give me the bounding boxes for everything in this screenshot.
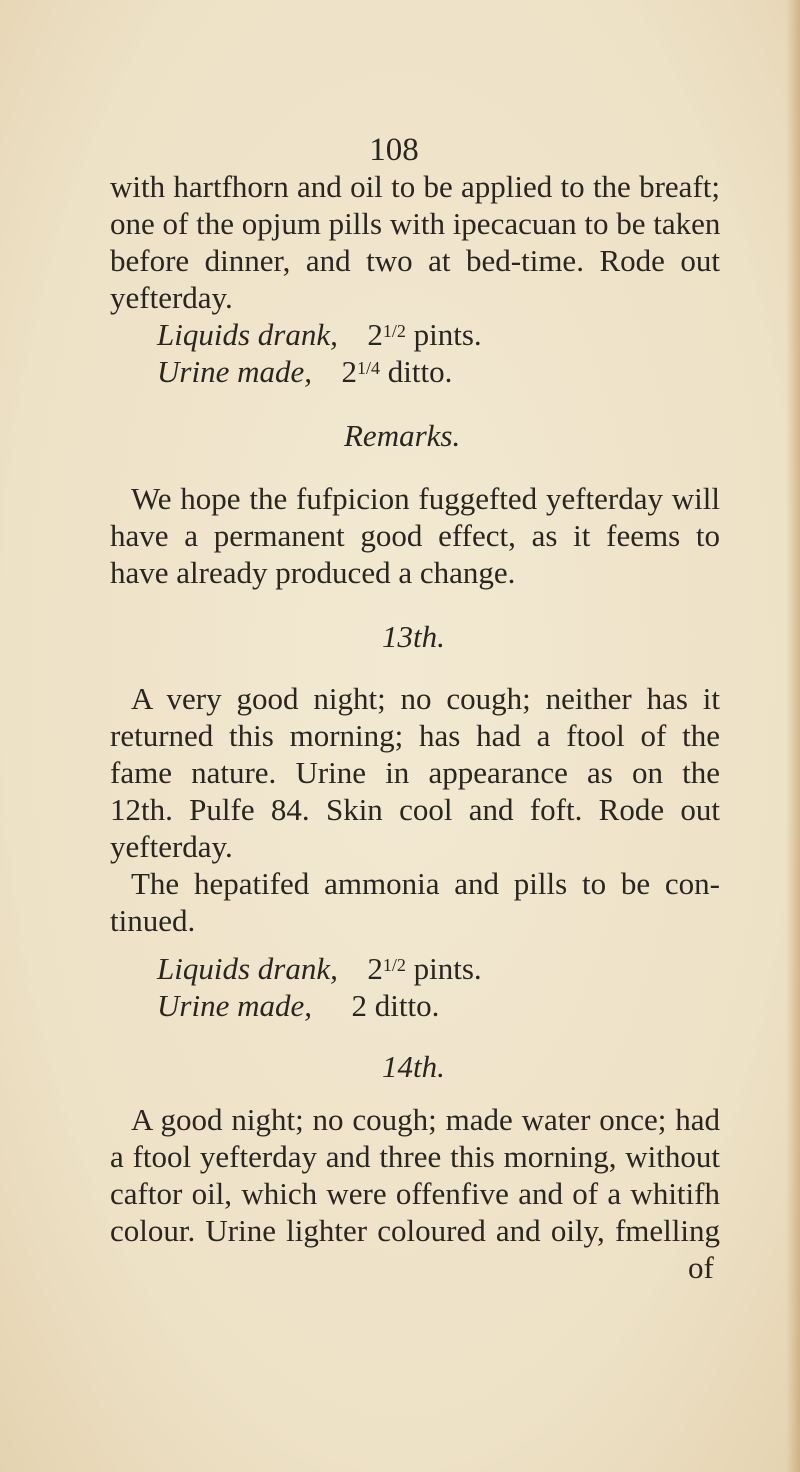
text-line: yefterday. [110, 829, 233, 864]
text-line: 12th. Pulfe 84. Skin cool and foft. Rode out [110, 792, 720, 827]
urine-label-2: Urine made, [157, 988, 312, 1023]
text-line: have already produced a change. [110, 555, 516, 590]
urine-label: Urine made, [157, 354, 312, 389]
date-heading-13th: 13th. [382, 619, 445, 654]
liquids-fraction: 1/2 [382, 321, 406, 341]
liquids-whole: 2 [367, 317, 383, 352]
text-line: a ftool yefterday and three this morning, without [110, 1139, 720, 1174]
urine-fraction: 1/4 [356, 358, 380, 378]
text-line: The hepatifed ammonia and pills to be con- [131, 866, 720, 901]
text-line: A very good night; no cough; neither has it [131, 681, 720, 716]
text-line: fame nature. Urine in appearance as on the [110, 755, 720, 790]
text-line: have a permanent good effect, as it feems to [110, 518, 720, 553]
text-line: colour. Urine lighter coloured and oily, fmelling [110, 1213, 720, 1248]
text-line: tinued. [110, 903, 196, 938]
text-line: A good night; no cough; made water once; had [131, 1102, 720, 1137]
urine-made-line-2 [157, 987, 439, 1024]
urine-unit: ditto. [387, 354, 453, 389]
text-line: one of the opjum pills with ipecacuan to be taken [110, 206, 721, 241]
text-line: before dinner, and two at bed-time. Rode out [110, 243, 720, 278]
page-number: 108 [369, 132, 419, 168]
liquids-label: Liquids drank, [157, 317, 338, 352]
liquids-unit: pints. [413, 317, 482, 352]
text-line: We hope the fufpicion fuggefted yefterday will [131, 481, 720, 516]
text-line: with hartfhorn and oil to be applied to the breaft; [110, 169, 720, 204]
liquids-label-2: Liquids drank, [157, 951, 338, 986]
page-edge-shadow [786, 0, 800, 1472]
liquids-unit-2: pints. [413, 951, 482, 986]
text-line: returned this morning; has had a ftool of the [110, 718, 720, 753]
text-line: caftor oil, which were offenfive and of a whitifh [110, 1176, 720, 1211]
catchword: of [688, 1250, 714, 1285]
liquids-fraction-2: 1/2 [382, 955, 406, 975]
liquids-drank-line [157, 316, 482, 358]
remarks-heading: Remarks. [344, 418, 461, 453]
liquids-whole-2: 2 [367, 951, 383, 986]
urine-made-line [157, 353, 452, 395]
date-heading-14th: 14th. [382, 1049, 445, 1084]
liquids-drank-line-2 [157, 950, 482, 992]
urine-whole: 2 [341, 354, 357, 389]
text-line: yefterday. [110, 280, 233, 315]
urine-value-2: 2 ditto. [351, 988, 440, 1023]
